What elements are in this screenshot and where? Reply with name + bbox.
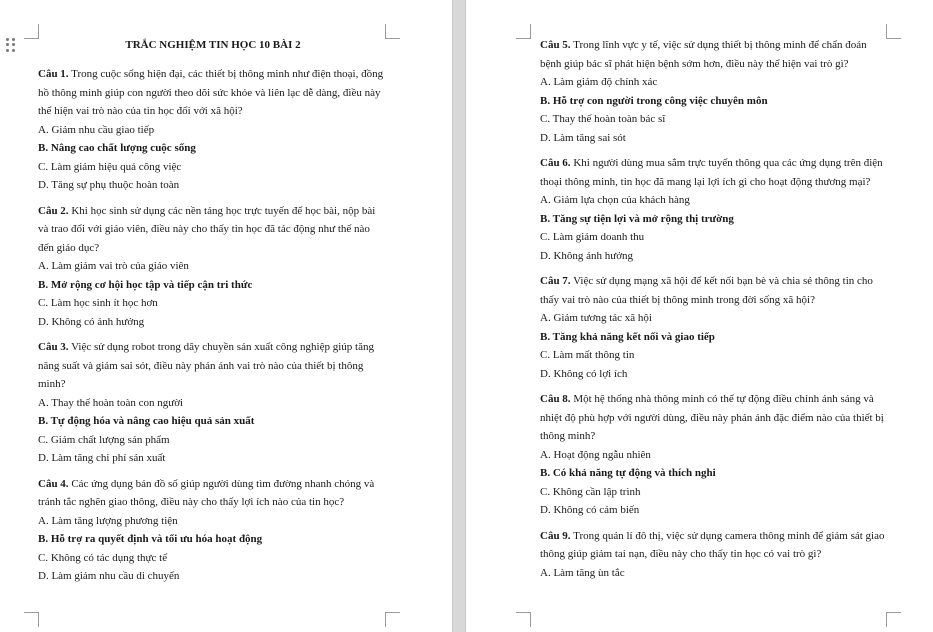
answer-option: A. Giảm tương tác xã hội: [540, 312, 652, 324]
question-label: Câu 5.: [540, 39, 571, 51]
crop-mark: [516, 612, 531, 627]
answer-option-correct: B. Hỗ trợ con người trong công việc chuyên môn: [540, 94, 768, 107]
question-body: Khi người dùng mua sắm trực tuyến thông qua các ứng dụng trên điện thoại thông minh, tin học đã mang lại lợi ích gì cho hoạt động thương mại?: [540, 157, 883, 188]
answer-option: A. Thay thế hoàn toàn con người: [38, 396, 184, 409]
answer-option-correct: B. Tăng khả năng kết nối và giao tiếp: [540, 330, 715, 343]
document-page-left: [0, 0, 452, 632]
crop-mark: [886, 612, 901, 627]
answer-option: A. Làm tăng lượng phương tiện: [38, 514, 178, 527]
answer-option: D. Không có lợi ích: [540, 367, 628, 380]
crop-mark: [24, 612, 39, 627]
question-text: [540, 390, 888, 446]
question-block: [38, 65, 388, 195]
question-body: Trong lĩnh vực y tế, việc sử dụng thiết bị thông minh để chẩn đoán bệnh giúp bác sĩ phát hiện bệnh sớm hơn, điều này thể hiện vai trò gì?: [540, 39, 867, 70]
answer-option: D. Làm giảm nhu cầu di chuyển: [38, 570, 180, 582]
question-body: Các ứng dụng bản đồ số giúp người dùng tìm đường nhanh chóng và tránh tắc nghẽn giao thông, điều này cho thấy lợi ích nào của tin học?: [38, 477, 375, 508]
answer-option-correct: B. Tăng sự tiện lợi và mở rộng thị trường: [540, 212, 734, 225]
question-block: [38, 475, 388, 586]
answer-option: D. Không có cảm biến: [540, 504, 640, 516]
question-text: [38, 475, 388, 512]
question-text: [38, 202, 388, 258]
crop-mark: [886, 24, 901, 39]
answer-option: C. Thay thế hoàn toàn bác sĩ: [540, 113, 666, 125]
page-gap: [452, 0, 466, 632]
answer-option: C. Làm giảm hiệu quả công việc: [38, 160, 182, 173]
answer-option: D. Không có ảnh hưởng: [38, 315, 145, 328]
crop-mark: [24, 24, 39, 39]
question-label: Câu 3.: [38, 341, 69, 353]
document-page-right: [466, 0, 933, 632]
question-text: [540, 527, 888, 564]
answer-option-correct: B. Có khả năng tự động và thích nghi: [540, 467, 716, 479]
question-block: [540, 154, 888, 265]
answer-option-correct: B. Hỗ trợ ra quyết định và tối ưu hóa hoạt động: [38, 533, 263, 545]
question-body: Khi học sinh sử dụng các nền tảng học trực tuyến để học bài, nộp bài và trao đổi với giáo viên, điều này cho thấy tin học đã tác động như thế nào đến giáo dục?: [38, 204, 376, 254]
document-title: TRẮC NGHIỆM TIN HỌC 10 BÀI 2: [125, 39, 301, 51]
answer-option-correct: B. Tự động hóa và nâng cao hiệu quả sản xuất: [38, 415, 255, 427]
answer-option: C. Làm giảm doanh thu: [540, 231, 645, 243]
question-body: Việc sử dụng mạng xã hội để kết nối bạn bè và chia sẻ thông tin cho thấy vai trò nào của thiết bị thông minh trong đời sống xã hội?: [540, 275, 873, 306]
answer-option: D. Tăng sự phụ thuộc hoàn toàn: [38, 179, 180, 191]
answer-option-correct: B. Nâng cao chất lượng cuộc sống: [38, 142, 196, 154]
answer-option: A. Giảm nhu cầu giao tiếp: [38, 123, 155, 136]
drag-handle-icon[interactable]: [6, 38, 16, 52]
answer-option: A. Làm giảm độ chính xác: [540, 76, 658, 88]
answer-option: D. Làm tăng sai sót: [540, 131, 626, 144]
answer-option: C. Không cần lập trình: [540, 485, 641, 498]
answer-option: C. Giảm chất lượng sản phẩm: [38, 433, 170, 446]
question-text: [38, 65, 388, 121]
question-block: [38, 202, 388, 332]
question-block: [540, 390, 888, 520]
question-label: Câu 2.: [38, 204, 69, 217]
question-body: Một hệ thống nhà thông minh có thể tự động điều chỉnh ánh sáng và nhiệt độ phù hợp với người dùng, điều này phản ánh đặc điểm nào của thiết bị thông minh?: [540, 393, 884, 442]
question-block: [540, 527, 888, 583]
question-block: [540, 272, 888, 383]
answer-option: C. Không có tác dụng thực tế: [38, 551, 168, 564]
question-label: Câu 4.: [38, 477, 69, 490]
answer-option: D. Không ảnh hưởng: [540, 249, 634, 262]
crop-mark: [385, 612, 400, 627]
question-label: Câu 9.: [540, 529, 571, 542]
page-content-right: [540, 36, 888, 589]
question-body: Việc sử dụng robot trong dây chuyền sản xuất công nghiệp giúp tăng năng suất và giảm sai sót, điều này phản ánh vai trò nào của thiết bị thông minh?: [38, 341, 374, 390]
question-block: [38, 338, 388, 468]
answer-option: D. Làm tăng chi phí sản xuất: [38, 452, 166, 464]
crop-mark: [516, 24, 531, 39]
answer-option: A. Giảm lựa chọn của khách hàng: [540, 194, 690, 206]
answer-option: A. Làm tăng ùn tắc: [540, 566, 625, 579]
question-body: Trong quản lí đô thị, việc sử dụng camera thông minh để giám sát giao thông giúp giảm tai nạn, điều này cho thấy tin học có vai trò gì?: [540, 529, 885, 560]
answer-option-correct: B. Mở rộng cơ hội học tập và tiếp cận tri thức: [38, 278, 253, 291]
answer-option: A. Hoạt động ngẫu nhiên: [540, 448, 651, 461]
answer-option: C. Làm học sinh ít học hơn: [38, 297, 158, 309]
question-body: Trong cuộc sống hiện đại, các thiết bị thông minh như điện thoại, đồng hồ thông minh giúp con người theo dõi sức khỏe và liên lạc dễ dàng, điều này thể hiện vai trò nào của tin học đối với xã hội?: [38, 68, 384, 117]
question-text: [540, 36, 888, 73]
question-label: Câu 1.: [38, 68, 69, 80]
answer-option: A. Làm giảm vai trò của giáo viên: [38, 260, 189, 272]
question-label: Câu 7.: [540, 275, 571, 287]
question-text: [540, 272, 888, 309]
question-label: Câu 8.: [540, 393, 571, 405]
question-text: [38, 338, 388, 394]
answer-option: C. Làm mất thông tin: [540, 349, 635, 361]
question-text: [540, 154, 888, 191]
question-block: [540, 36, 888, 147]
page-content-left: [38, 36, 388, 593]
question-label: Câu 6.: [540, 157, 571, 169]
